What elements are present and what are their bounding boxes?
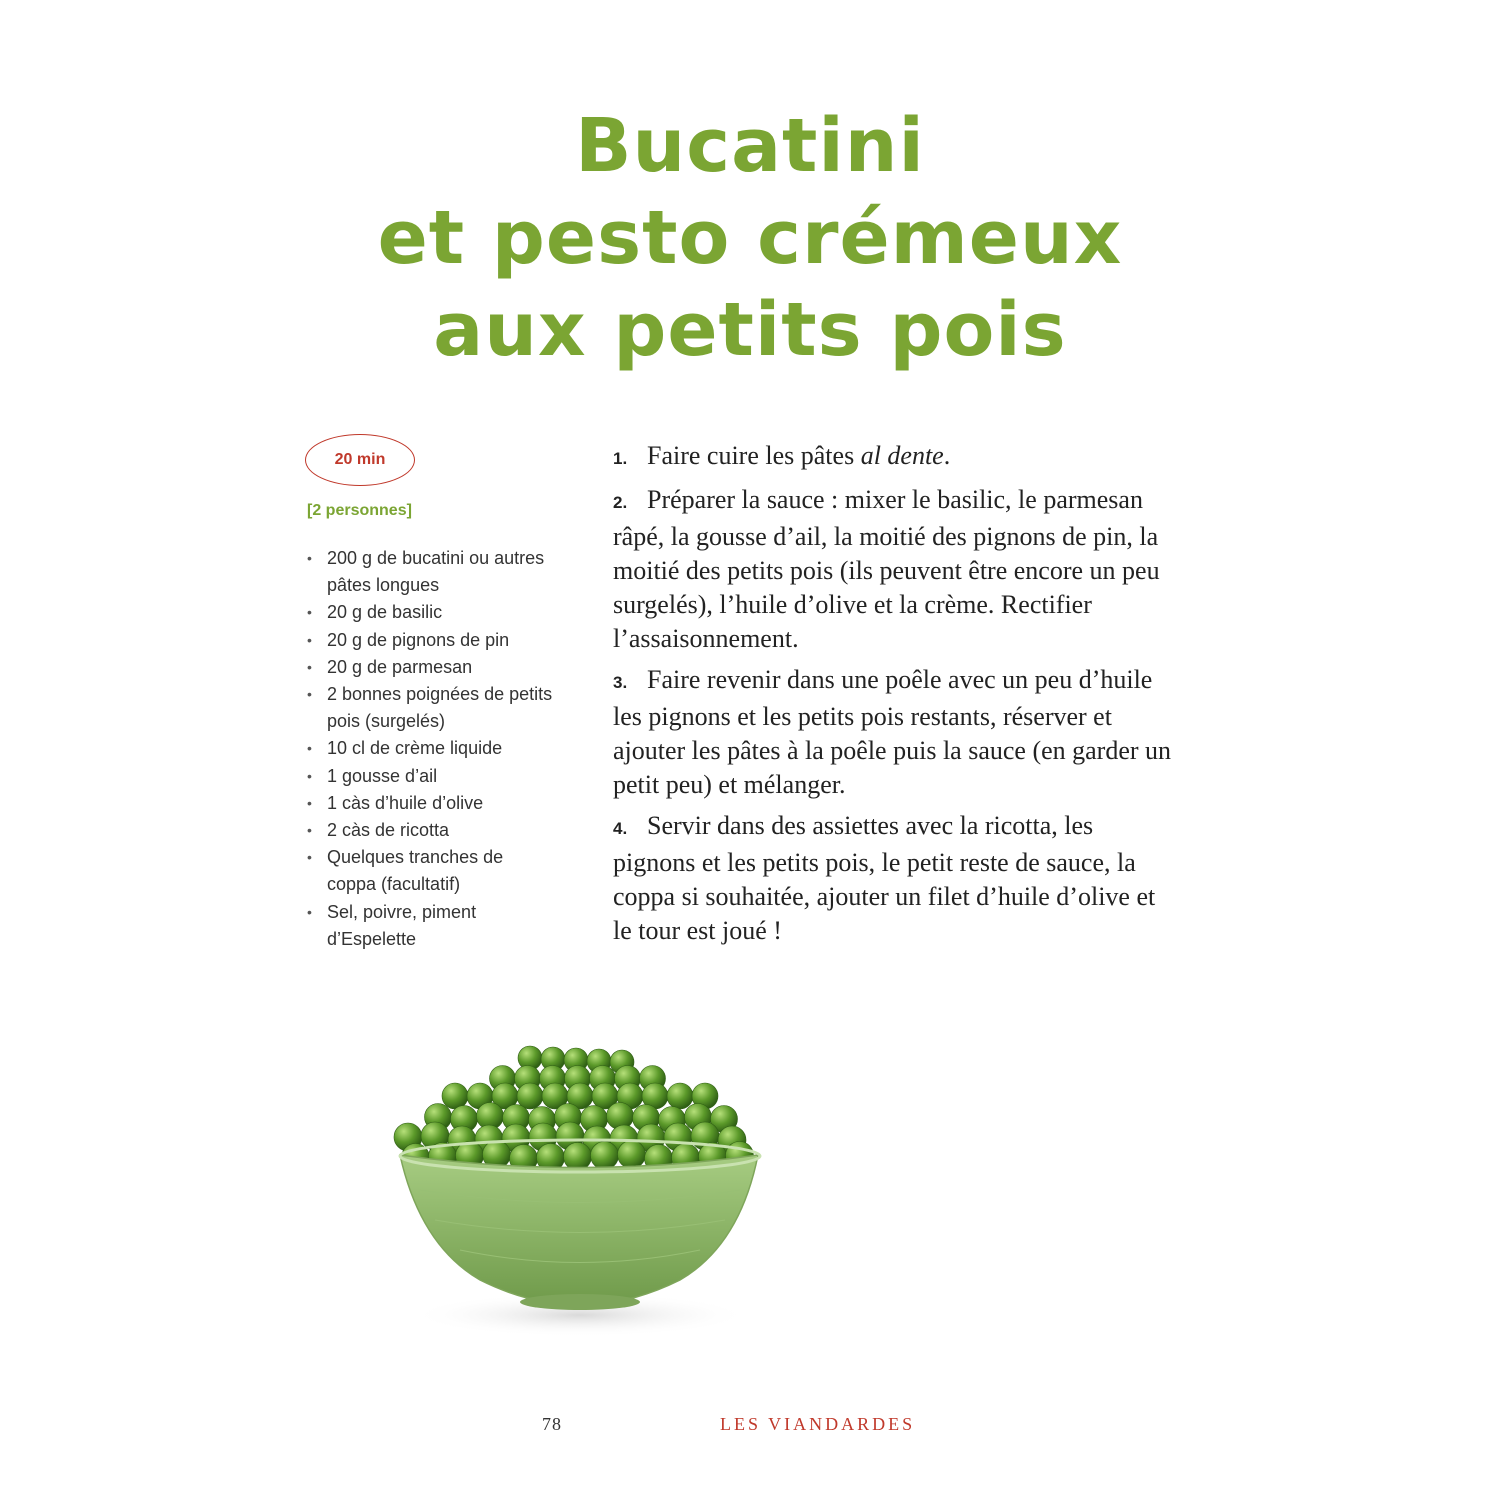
step-text: Faire revenir dans une poêle avec un peu d’huile les pignons et les petits pois restants, réserver et ajouter les pâtes à la poêle puis la sauce (en garder un petit peu) et mélanger. <box>613 665 1172 799</box>
ingredient-item: • 1 càs d’huile d’olive <box>307 790 557 817</box>
ingredient-item: • 20 g de pignons de pin <box>307 627 557 654</box>
step-text: Servir dans des assiettes avec la ricotta, les pignons et les petits pois, le petit reste de sauce, la coppa si souhaitée, ajouter un filet d’huile d’olive et le tour est joué ! <box>613 811 1156 945</box>
ingredient-item: • Sel, poivre, piment d’Espelette <box>307 899 557 953</box>
ingredient-item: • 2 càs de ricotta <box>307 817 557 844</box>
page-number: 78 <box>542 1414 562 1434</box>
prep-time-badge <box>305 434 415 486</box>
title-line-2: et pesto crémeux <box>377 195 1123 281</box>
book-brand: LES VIANDARDES <box>720 1414 916 1434</box>
recipe-title <box>0 100 1500 376</box>
prep-time-label: 20 min <box>334 451 386 468</box>
ingredient-item: • 20 g de basilic <box>307 599 557 626</box>
instruction-step <box>613 483 1173 656</box>
pea <box>564 1143 592 1171</box>
ingredient-list <box>307 545 557 953</box>
title-line-3: aux petits pois <box>433 287 1067 373</box>
step-text: Faire cuire les pâtes <box>647 441 861 470</box>
peas-pile <box>394 1046 754 1173</box>
pea <box>591 1142 619 1170</box>
title-line-1: Bucatini <box>575 103 925 189</box>
ingredient-item: • 10 cl de crème liquide <box>307 735 557 762</box>
step-number: 2. <box>613 493 628 512</box>
pea <box>442 1083 468 1109</box>
ingredient-item: • 20 g de parmesan <box>307 654 557 681</box>
pea <box>618 1141 646 1169</box>
ingredient-item: • 2 bonnes poignées de petits pois (surgelés) <box>307 681 557 735</box>
instruction-step <box>613 663 1173 802</box>
step-number: 3. <box>613 673 628 692</box>
instruction-step <box>613 439 1173 476</box>
step-text-end: . <box>943 441 951 470</box>
step-number: 1. <box>613 449 628 468</box>
ingredient-item: • 1 gousse d’ail <box>307 763 557 790</box>
ingredient-item: • 200 g de bucatini ou autres pâtes longues <box>307 545 557 599</box>
step-text: Préparer la sauce : mixer le basilic, le parmesan râpé, la gousse d’ail, la moitié des pignons de pin, la moitié des petits pois (ils peuvent être encore un peu surgelés), l’huile d’olive et la crème. Rectifier l’assaisonnement. <box>613 485 1160 653</box>
bowl-of-peas-illustration <box>380 1030 780 1350</box>
instruction-step <box>613 809 1173 948</box>
pea <box>667 1083 693 1109</box>
instruction-steps <box>613 439 1173 955</box>
step-number: 4. <box>613 819 628 838</box>
step-emphasis: al dente <box>860 441 944 470</box>
ingredient-item: • Quelques tranches de coppa (facultatif) <box>307 844 557 898</box>
servings-label: [2 personnes] <box>307 502 412 519</box>
